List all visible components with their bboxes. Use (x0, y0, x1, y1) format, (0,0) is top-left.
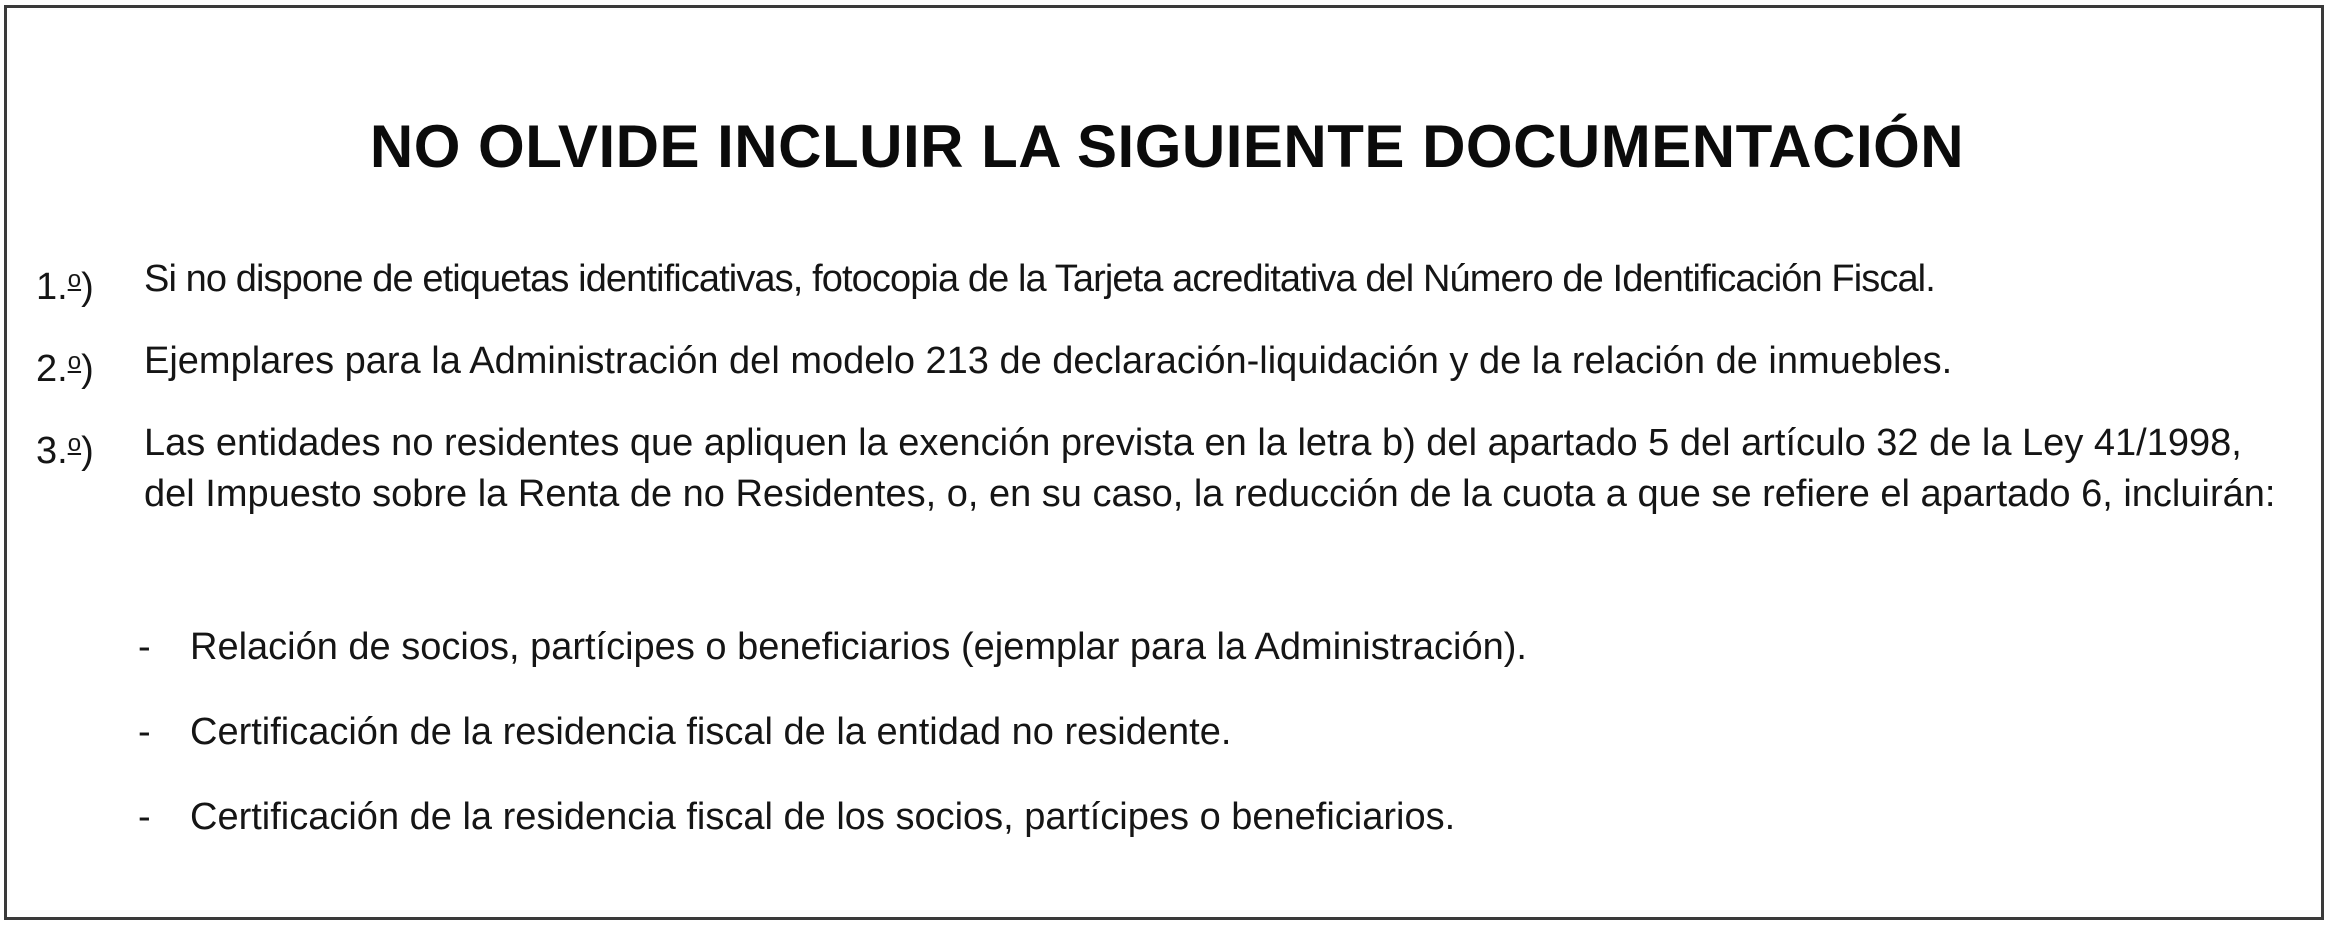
item-number: 3.$^o$) (36, 430, 94, 472)
sub-item-text: Certificación de la residencia fiscal de los socios, partícipes o beneficiarios. (190, 796, 1456, 838)
item-text: Las entidades no residentes que apliquen la exención prevista en la letra b) del apartado 5 del artículo 32 de la Ley 41/1998, del Impuesto sobre la Renta de no Residentes, o, en su caso, la reducción de la cuota a que se refiere el apartado 6, incluirán: (144, 422, 2276, 515)
sub-item-text: Relación de socios, partícipes o beneficiarios (ejemplar para la Administración). (190, 626, 1527, 668)
item-text: Ejemplares para la Administración del modelo 213 de declaración-liquidación y de la relación de inmuebles. (144, 340, 1953, 382)
item-text: Si no dispone de etiquetas identificativas, fotocopia de la Tarjeta acreditativa del Número de Identificación Fiscal. (144, 258, 1935, 300)
dash-bullet: - (138, 711, 151, 753)
dash-bullet: - (138, 626, 151, 668)
document-title: NO OLVIDE INCLUIR LA SIGUIENTE DOCUMENTACIÓN (369, 113, 1965, 180)
item-number: 2.$^o$) (36, 348, 94, 390)
dash-bullet: - (138, 796, 151, 838)
sub-item-text: Certificación de la residencia fiscal de la entidad no residente. (190, 711, 1232, 753)
item-number: 1.$^o$) (36, 266, 94, 308)
